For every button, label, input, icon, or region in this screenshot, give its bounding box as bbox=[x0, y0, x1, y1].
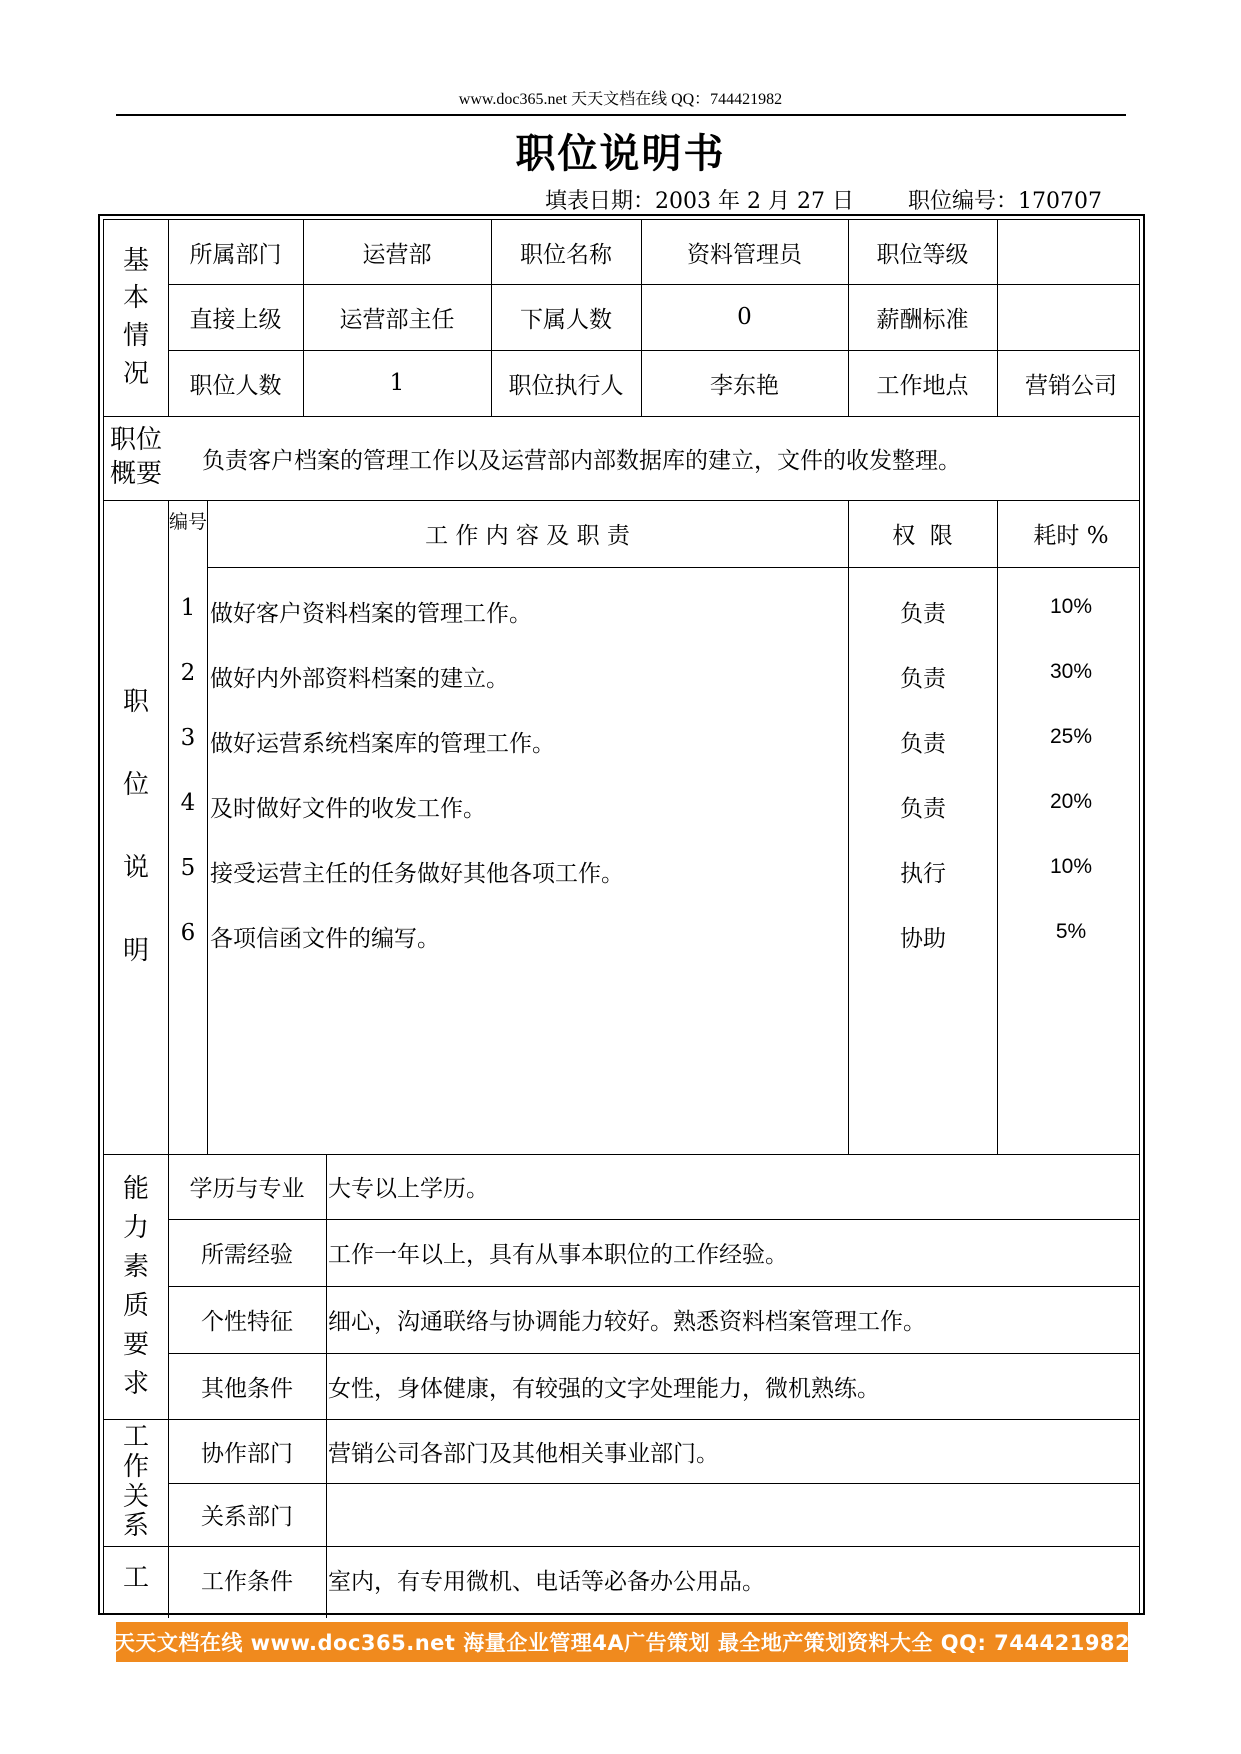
duty-time-header: 耗时 % bbox=[1033, 523, 1109, 549]
cooperation-label: 协作部门 bbox=[201, 1440, 293, 1467]
salary-label: 薪酬标准 bbox=[876, 306, 969, 333]
headcount-value: 1 bbox=[389, 370, 405, 396]
duty-text: 做好运营系统档案库的管理工作。 bbox=[210, 731, 555, 757]
duty-row bbox=[104, 595, 1145, 629]
duty-number: 4 bbox=[180, 790, 196, 816]
related-dept-label: 关系部门 bbox=[201, 1504, 293, 1530]
document-title: 职位说明书 bbox=[515, 130, 726, 177]
personality-label: 个性特征 bbox=[201, 1309, 293, 1335]
duty-row bbox=[104, 920, 1145, 954]
headcount-label: 职位人数 bbox=[189, 372, 282, 399]
work-conditions-label: 工作条件 bbox=[201, 1568, 293, 1595]
duty-text: 做好客户资料档案的管理工作。 bbox=[210, 601, 532, 627]
position-name-label: 职位名称 bbox=[520, 241, 612, 268]
duty-row bbox=[104, 725, 1145, 759]
personality-value: 细心，沟通联络与协调能力较好。熟悉资料档案管理工作。 bbox=[328, 1309, 926, 1335]
position-name-value: 资料管理员 bbox=[687, 241, 802, 268]
location-value: 营销公司 bbox=[1025, 372, 1117, 399]
duty-number: 2 bbox=[180, 660, 196, 686]
duty-time: 10% bbox=[1049, 595, 1093, 618]
duty-authority: 执行 bbox=[900, 861, 946, 887]
education-value: 大专以上学历。 bbox=[328, 1176, 489, 1202]
duty-number: 3 bbox=[180, 725, 196, 751]
position-number: 职位编号：170707 bbox=[907, 189, 1102, 214]
duty-text: 及时做好文件的收发工作。 bbox=[210, 796, 486, 822]
job-description-table bbox=[98, 214, 1145, 1615]
duty-content-header: 工 作 内 容 及 职 责 bbox=[425, 523, 630, 549]
duty-authority: 负责 bbox=[900, 666, 946, 692]
position-grade-value bbox=[997, 220, 1145, 284]
duty-row bbox=[104, 660, 1145, 694]
site-header: www.doc365.net 天天文档在线 QQ：744421982 bbox=[458, 91, 783, 108]
dept-label: 所属部门 bbox=[189, 241, 282, 268]
executor-value: 李东艳 bbox=[710, 372, 779, 399]
section-ability-label: 能 力 素 质 要 求 bbox=[122, 1173, 149, 1399]
duty-time: 25% bbox=[1049, 725, 1093, 748]
experience-label: 所需经验 bbox=[201, 1242, 293, 1268]
section-basic-label: 基 本 情 况 bbox=[122, 245, 149, 389]
education-label: 学历与专业 bbox=[189, 1176, 305, 1202]
section-relations-label: 工 作 关 系 bbox=[122, 1421, 149, 1542]
summary-text: 负责客户档案的管理工作以及运营部内部数据库的建立，文件的收发整理。 bbox=[202, 447, 961, 474]
duty-authority-header: 权 限 bbox=[892, 523, 953, 549]
duty-time: 20% bbox=[1049, 790, 1093, 813]
footer-banner: 天天文档在线 www.doc365.net 海量企业管理4A广告策划 最全地产策划资料大全 QQ: 744421982 bbox=[116, 1622, 1128, 1662]
executor-label: 职位执行人 bbox=[508, 372, 624, 399]
duty-authority: 负责 bbox=[900, 796, 946, 822]
duty-row bbox=[104, 790, 1145, 824]
duty-time: 10% bbox=[1049, 855, 1093, 878]
duty-authority: 协助 bbox=[900, 926, 946, 952]
section-conditions-label: 工 bbox=[122, 1563, 149, 1594]
duty-row bbox=[104, 855, 1145, 889]
supervisor-value: 运营部主任 bbox=[339, 306, 455, 333]
subordinates-label: 下属人数 bbox=[520, 306, 612, 333]
section-duties-label: 职 位 说 明 bbox=[122, 686, 149, 967]
document-meta bbox=[545, 184, 1102, 215]
dept-value: 运营部 bbox=[362, 241, 432, 268]
location-label: 工作地点 bbox=[876, 372, 969, 399]
duty-authority: 负责 bbox=[900, 731, 946, 757]
duty-text: 各项信函文件的编写。 bbox=[210, 926, 440, 952]
duty-text: 做好内外部资料档案的建立。 bbox=[210, 666, 509, 692]
duty-number-header: 编号 bbox=[169, 510, 208, 533]
subordinates-value: 0 bbox=[737, 304, 752, 330]
duty-number: 1 bbox=[180, 595, 196, 621]
other-conditions-label: 其他条件 bbox=[201, 1375, 293, 1402]
duty-number: 6 bbox=[180, 920, 196, 946]
cooperation-value: 营销公司各部门及其他相关事业部门。 bbox=[328, 1440, 719, 1467]
duty-authority: 负责 bbox=[900, 601, 946, 627]
duty-time: 30% bbox=[1049, 660, 1093, 683]
duty-number: 5 bbox=[180, 855, 196, 881]
supervisor-label: 直接上级 bbox=[189, 306, 282, 333]
position-grade-label: 职位等级 bbox=[876, 241, 969, 268]
header-rule bbox=[116, 114, 1126, 116]
duty-time: 5% bbox=[1055, 920, 1087, 943]
other-conditions-value: 女性，身体健康，有较强的文字处理能力，微机熟练。 bbox=[328, 1375, 880, 1402]
summary-label: 职位 概要 bbox=[109, 425, 162, 489]
duty-text: 接受运营主任的任务做好其他各项工作。 bbox=[210, 861, 624, 887]
salary-value bbox=[997, 284, 1145, 350]
table-inner bbox=[103, 219, 1140, 1613]
fill-date: 填表日期：2003 年 2 月 27 日 bbox=[545, 189, 854, 214]
work-conditions-value: 室内，有专用微机、电话等必备办公用品。 bbox=[328, 1568, 765, 1595]
experience-value: 工作一年以上，具有从事本职位的工作经验。 bbox=[328, 1242, 788, 1268]
